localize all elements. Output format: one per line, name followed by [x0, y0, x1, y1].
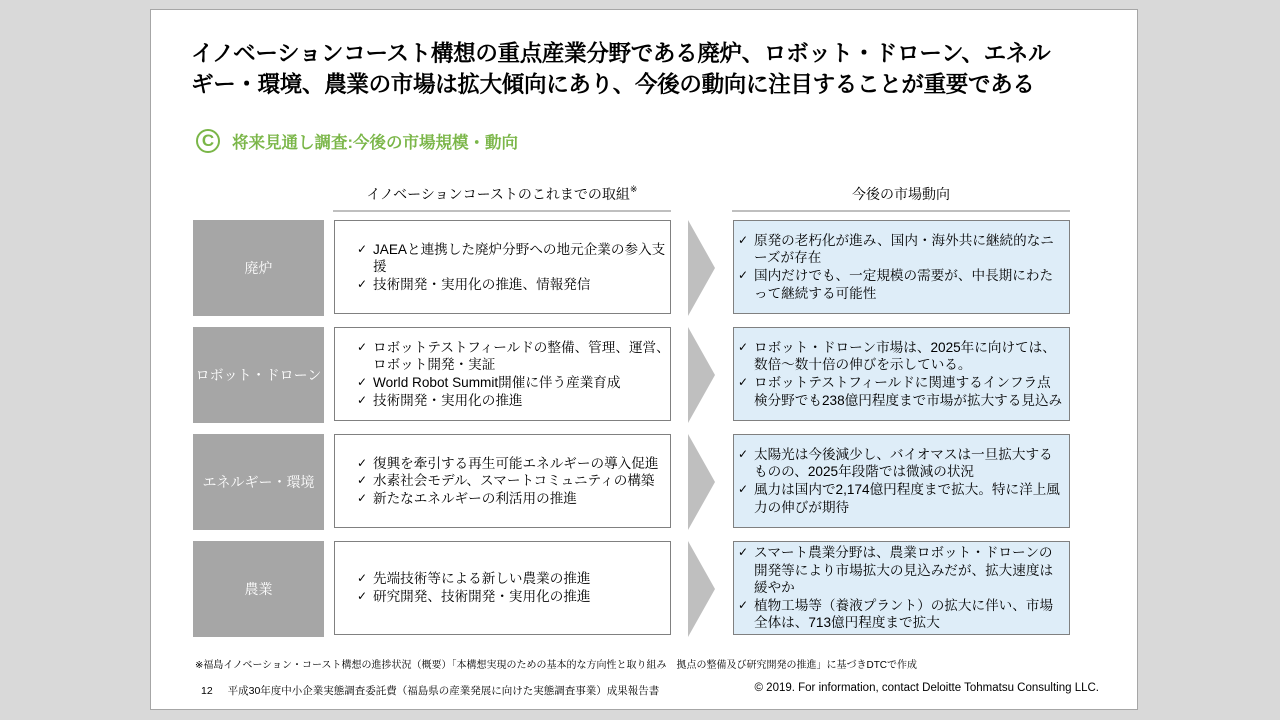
effort-text: 技術開発・実用化の推進、情報発信 — [373, 276, 591, 292]
chevron-right-icon — [688, 541, 715, 637]
trend-text: 国内だけでも、一定規模の需要が、中長期にわたって継続する可能性 — [754, 268, 1054, 301]
trend-text: 植物工場等（養液プラント）の拡大に伴い、市場全体は、713億円程度まで拡大 — [754, 597, 1054, 631]
footer-left — [201, 683, 659, 698]
copyright: © 2019. For information, contact Deloitte Tohmatsu Consulting LLC. — [754, 682, 1099, 694]
check-icon: ✓ — [357, 241, 368, 256]
chevron-right-icon — [688, 434, 715, 530]
trend-item — [738, 446, 1063, 481]
trend-item — [738, 597, 1063, 632]
trend-item — [738, 544, 1063, 597]
efforts-box — [334, 434, 671, 528]
footnote-mark: ※ — [629, 184, 638, 194]
check-icon: ✓ — [357, 392, 368, 407]
category-label: ロボット・ドローン — [193, 327, 324, 423]
effort-text: 先端技術等による新しい農業の推進 — [373, 571, 591, 587]
check-icon: ✓ — [738, 375, 749, 389]
effort-text: 水素社会モデル、スマートコミュニティの構築 — [373, 473, 655, 489]
check-icon: ✓ — [738, 339, 749, 354]
category-label: 農業 — [193, 541, 324, 637]
trend-item — [738, 339, 1063, 374]
check-icon: ✓ — [357, 375, 368, 389]
trend-item — [738, 267, 1063, 302]
efforts-box — [334, 541, 671, 635]
row-agriculture — [193, 541, 1093, 637]
trends-box — [733, 327, 1070, 421]
effort-item — [357, 374, 670, 392]
chevron-right-icon — [688, 327, 715, 423]
column-header-trends: 今後の市場動向 — [732, 184, 1070, 212]
effort-text: 技術開発・実用化の推進 — [373, 392, 523, 408]
trend-text: 原発の老朽化が進み、国内・海外共に継続的なニーズが存在 — [754, 232, 1054, 266]
effort-item — [357, 241, 670, 276]
category-label: 廃炉 — [193, 220, 324, 316]
row-decommissioning — [193, 220, 1093, 316]
row-energy-environment — [193, 434, 1093, 530]
slide-title — [191, 38, 1121, 100]
effort-text: 新たなエネルギーの利活用の推進 — [373, 490, 577, 506]
effort-item — [357, 339, 670, 374]
trend-text: スマート農業分野は、農業ロボット・ドローンの開発等により市場拡大の見込みだが、拡大速度は緩やか — [754, 545, 1054, 596]
effort-text: JAEAと連携した廃炉分野への地元企業の参入支援 — [373, 241, 666, 275]
efforts-box — [334, 327, 671, 421]
effort-item — [357, 490, 670, 508]
effort-item — [357, 588, 670, 606]
trends-box — [733, 434, 1070, 528]
effort-text: ロボットテストフィールドの整備、管理、運営、ロボット開発・実証 — [373, 339, 670, 373]
column-header-efforts — [333, 184, 671, 212]
column-header-efforts-text: イノベーションコーストのこれまでの取組 — [366, 186, 630, 202]
check-icon: ✓ — [357, 589, 368, 603]
chevron-right-icon — [688, 220, 715, 316]
check-icon: ✓ — [738, 597, 749, 612]
effort-item — [357, 570, 670, 588]
check-icon: ✓ — [357, 339, 368, 354]
check-icon: ✓ — [357, 276, 368, 291]
effort-item — [357, 392, 670, 410]
check-icon: ✓ — [357, 455, 368, 470]
effort-text: 復興を牽引する再生可能エネルギーの導入促進 — [373, 455, 659, 471]
slide — [150, 9, 1138, 710]
effort-text: 研究開発、技術開発・実用化の推進 — [373, 589, 591, 604]
row-robot-drone — [193, 327, 1093, 423]
efforts-box — [334, 220, 671, 314]
title-line-1: イノベーションコースト構想の重点産業分野である廃炉、ロボット・ドローン、エネル — [191, 41, 1051, 66]
section-label: 将来見通し調査:今後の市場規模・動向 — [232, 134, 518, 152]
check-icon: ✓ — [357, 473, 368, 488]
section-badge-icon: C — [196, 129, 220, 153]
trend-item — [738, 481, 1063, 516]
trend-text: 太陽光は今後減少し、バイオマスは一旦拡大するものの、2025年段階では微減の状況 — [754, 446, 1053, 480]
trend-text: ロボット・ドローン市場は、2025年に向けては、数倍～数十倍の伸びを示している。 — [754, 339, 1056, 373]
check-icon: ✓ — [738, 482, 749, 496]
report-title: 平成30年度中小企業実態調査委託費（福島県の産業発展に向けた実態調査事業）成果報告書 — [227, 685, 660, 697]
trend-item — [738, 232, 1063, 267]
effort-item — [357, 276, 670, 294]
trend-item — [738, 374, 1063, 409]
trend-text: 風力は国内で2,174億円程度まで拡大。特に洋上風力の伸びが期待 — [754, 482, 1060, 515]
effort-item — [357, 472, 670, 490]
section-heading — [196, 129, 518, 153]
check-icon: ✓ — [738, 232, 749, 247]
effort-item — [357, 455, 670, 473]
check-icon: ✓ — [738, 446, 749, 461]
check-icon: ✓ — [357, 490, 368, 505]
effort-text: World Robot Summit開催に伴う産業育成 — [373, 375, 621, 390]
trends-box — [733, 220, 1070, 314]
trend-text: ロボットテストフィールドに関連するインフラ点検分野でも238億円程度まで市場が拡大する見込み — [754, 375, 1063, 408]
check-icon: ✓ — [357, 571, 368, 586]
source-note: ※福島イノベーション・コースト構想の進捗状況（概要）「本構想実現のための基本的な方向性と取り組み 拠点の整備及び研究開発の推進」に基づきDTCで作成 — [195, 660, 918, 671]
category-label: エネルギー・環境 — [193, 434, 324, 530]
check-icon: ✓ — [738, 545, 749, 560]
check-icon: ✓ — [738, 268, 749, 282]
trends-box — [733, 541, 1070, 635]
title-line-2: ギー・環境、農業の市場は拡大傾向にあり、今後の動向に注目することが重要である — [191, 72, 1035, 97]
page-number: 12 — [201, 685, 213, 697]
